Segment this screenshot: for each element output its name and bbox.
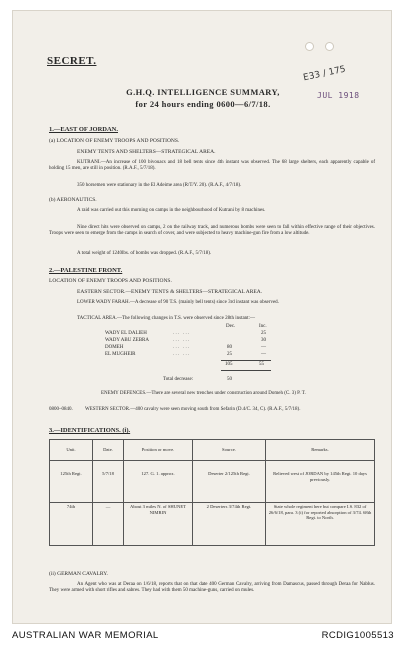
section-1a-label: (a) LOCATION OF ENEMY TROOPS AND POSITIONS. <box>49 138 180 144</box>
section-2-location-label: LOCATION OF ENEMY TROOPS AND POSITIONS. <box>49 278 172 284</box>
column-header-dec: Dec. <box>226 324 236 329</box>
source-cell: 2 Deserters 3/74th Regt. <box>193 503 266 546</box>
classification-label: SECRET. <box>47 55 97 67</box>
sum-rule <box>221 370 271 371</box>
section-1-heading: 1.—EAST OF JORDAN. <box>49 126 118 133</box>
tent-row-place: WADY EL DALIEH <box>105 331 147 336</box>
document-subtitle: for 24 hours ending 0600—6/7/18. <box>135 99 271 109</box>
sum-dec: 105 <box>225 362 233 367</box>
dot-leader: . . . . . . <box>173 338 190 343</box>
raid-paragraph: A raid was carried out this morning on camps in the neighbourhood of Kutrani by 8 machines. <box>77 208 266 213</box>
section-1b-label: (b) AERONAUTICS. <box>49 197 97 203</box>
table-row <box>50 461 375 503</box>
tent-row-dec: 25 <box>227 352 232 357</box>
enemy-defences-paragraph: ENEMY DEFENCES.—There are several new trenches under construction around Domeh (C. 3) P. T. <box>101 391 306 396</box>
section-2-heading: 2.—PALESTINE FRONT. <box>49 267 123 274</box>
total-decrease-value: 50 <box>227 377 232 382</box>
footer-record-id: RCDIG1005513 <box>321 630 394 641</box>
tent-row-inc: — <box>261 345 266 350</box>
tent-row-place: EL MUGHEIR <box>105 352 136 357</box>
column-header: Date. <box>93 440 124 461</box>
western-sector-paragraph: WESTERN SECTOR.—400 cavalry were seen moving south from Sefarin (D.4/C. 34, C). (R.A.F., 5/7/18). <box>85 407 301 412</box>
footer-archive-name: AUSTRALIAN WAR MEMORIAL <box>12 630 159 641</box>
section-1a-subheading: ENEMY TENTS AND SHELTERS—STRATEGICAL AREA. <box>77 149 216 155</box>
tent-row-dec: 80 <box>227 345 232 350</box>
dot-leader: . . . . . . <box>173 331 190 336</box>
handwritten-reference: E33 / 175 <box>302 64 347 84</box>
lower-wady-farah-paragraph: LOWER WADY FARAH.—A decrease of 90 T.S. (mainly bell tents) since 3rd instant was observed. <box>77 300 279 305</box>
german-cavalry-paragraph: An Agent who was at Deraa on 1/6/18, reports that on that date 400 German Cavalry, arriving from Damascus, passed through Deraa for Nablus. They were armed with short rifles and sabres. They had with them 50 machine-guns, carried on mules. <box>49 582 375 594</box>
date-cell: 5/7/18 <box>93 461 124 503</box>
remarks-cell: State whole regiment here but compare I.S. 832 of 26/6/18, para. 3 (i) for reported absorption of 3/74. 68th Regt. to North. <box>266 503 375 546</box>
tactical-area-paragraph: TACTICAL AREA.—The following changes in T.S. were observed since 28th instant:— <box>77 316 255 321</box>
unit-cell: 74th <box>50 503 93 546</box>
punch-hole <box>305 42 314 51</box>
table-header-row <box>50 440 375 461</box>
punch-hole <box>325 42 334 51</box>
tent-row-inc: — <box>261 352 266 357</box>
western-sector-time: 0800–0840. <box>49 407 73 412</box>
identifications-table <box>49 439 375 546</box>
unit-cell: 125th Regt. <box>50 461 93 503</box>
column-header-inc: Inc. <box>259 324 267 329</box>
column-header: Unit. <box>50 440 93 461</box>
column-header: Source. <box>193 440 266 461</box>
bomb-weight-paragraph: A total weight of 1240lbs. of bombs was dropped. (R.A.F., 5/7/18). <box>77 251 212 256</box>
sum-inc: 55 <box>259 362 264 367</box>
tent-row-inc: 30 <box>261 338 266 343</box>
date-stamp: JUL 1918 <box>317 91 360 100</box>
document-title: G.H.Q. INTELLIGENCE SUMMARY, <box>126 87 280 97</box>
german-cavalry-label: (ii) GERMAN CAVALRY. <box>49 571 108 577</box>
table-row <box>50 503 375 546</box>
tent-row-place: WADY ABU ZEBRA <box>105 338 149 343</box>
horsemen-paragraph: 350 horsemen were stationary in the El Adeime area (R/T/Y. 20). (R.A.F., 4/7/18). <box>77 183 242 188</box>
total-decrease-label: Total decrease: <box>163 377 194 382</box>
remarks-cell: Relieved west of JORDAN by 145th Regt. 10 days previously. <box>266 461 375 503</box>
sum-rule <box>221 360 271 361</box>
document-page <box>12 10 392 624</box>
date-cell: — <box>93 503 124 546</box>
eastern-sector-heading: EASTERN SECTOR.—ENEMY TENTS & SHELTERS—STRATEGICAL AREA. <box>77 289 263 295</box>
dot-leader: . . . . . . <box>173 352 190 357</box>
hits-paragraph: Nine direct hits were observed on camps, 2 on the railway track, and numerous bombs were seen to fall within effective range of their objectives. Troops were seen to emerge from the camps in search of cover, and were subjected to heavy machine-gun fire from a low altitude. <box>49 225 375 237</box>
kutrani-paragraph: KUTRANI.—An increase of 100 bivouacs and 18 bell tents since 4th instant was observed. The 68 large shelters, each apparently capable of holding 15 men, are still in position. (R.A.F., 5/7/18). <box>49 160 375 172</box>
column-header: Remarks. <box>266 440 375 461</box>
source-cell: Deserter 2/125th Regt. <box>193 461 266 503</box>
section-3-heading: 3.—IDENTIFICATIONS. (i). <box>49 427 131 434</box>
column-header: Position or move. <box>124 440 193 461</box>
position-cell: About 3 miles N. of SHUNET NIMRIN <box>124 503 193 546</box>
position-cell: 127. G. 1. approx. <box>124 461 193 503</box>
dot-leader: . . . . . . <box>173 345 190 350</box>
tent-row-place: DOMEH <box>105 345 124 350</box>
tent-row-inc: 25 <box>261 331 266 336</box>
